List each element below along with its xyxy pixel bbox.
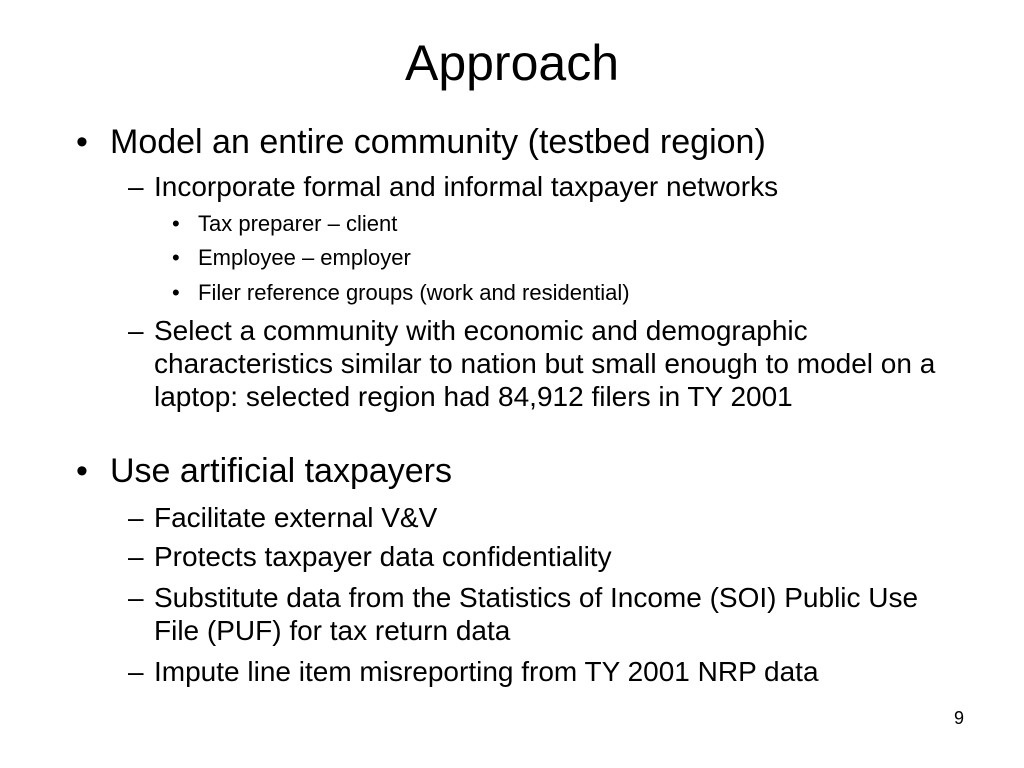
dash-marker: – bbox=[128, 582, 144, 613]
bullet-text: Model an entire community (testbed region) bbox=[110, 123, 766, 161]
sub-sub-bullet-text: Tax preparer – client bbox=[198, 211, 398, 236]
sub-bullet-item bbox=[128, 581, 954, 647]
sub-sub-bullet-item bbox=[172, 280, 630, 306]
sub-bullet-item bbox=[128, 314, 954, 413]
slide-title: Approach bbox=[404, 35, 620, 91]
sub-bullet-text: Protects taxpayer data confidentiality bbox=[154, 541, 612, 572]
bullet-marker: • bbox=[172, 280, 180, 305]
sub-bullet-item bbox=[128, 540, 954, 573]
bullet-item bbox=[76, 452, 452, 490]
bullet-item bbox=[76, 123, 766, 161]
sub-bullet-text: Impute line item misreporting from TY 2001 NRP data bbox=[154, 656, 819, 687]
sub-bullet-item bbox=[128, 170, 954, 203]
sub-sub-bullet-text: Filer reference groups (work and residential) bbox=[198, 280, 630, 305]
sub-sub-bullet-item bbox=[172, 211, 397, 237]
dash-marker: – bbox=[128, 315, 144, 346]
bullet-marker: • bbox=[172, 211, 180, 236]
sub-bullet-text: Select a community with economic and demographic characteristics similar to nation but small enough to model on a laptop: selected region had 84,912 filers in TY 2001 bbox=[154, 315, 936, 412]
bullet-text: Use artificial taxpayers bbox=[110, 452, 453, 490]
sub-sub-bullet-item bbox=[172, 245, 411, 271]
bullet-marker: • bbox=[76, 452, 88, 490]
sub-bullet-text: Incorporate formal and informal taxpayer networks bbox=[154, 171, 779, 202]
sub-bullet-text: Facilitate external V&V bbox=[154, 502, 438, 533]
page-number: 9 bbox=[953, 708, 964, 728]
dash-marker: – bbox=[128, 541, 144, 572]
dash-marker: – bbox=[128, 502, 144, 533]
bullet-marker: • bbox=[76, 123, 88, 161]
sub-bullet-item bbox=[128, 501, 954, 534]
dash-marker: – bbox=[128, 656, 144, 687]
sub-bullet-text: Substitute data from the Statistics of Income (SOI) Public Use File (PUF) for tax return data bbox=[154, 582, 919, 646]
sub-sub-bullet-text: Employee – employer bbox=[198, 245, 411, 270]
bullet-marker: • bbox=[172, 245, 180, 270]
sub-bullet-item bbox=[128, 655, 954, 688]
dash-marker: – bbox=[128, 171, 144, 202]
